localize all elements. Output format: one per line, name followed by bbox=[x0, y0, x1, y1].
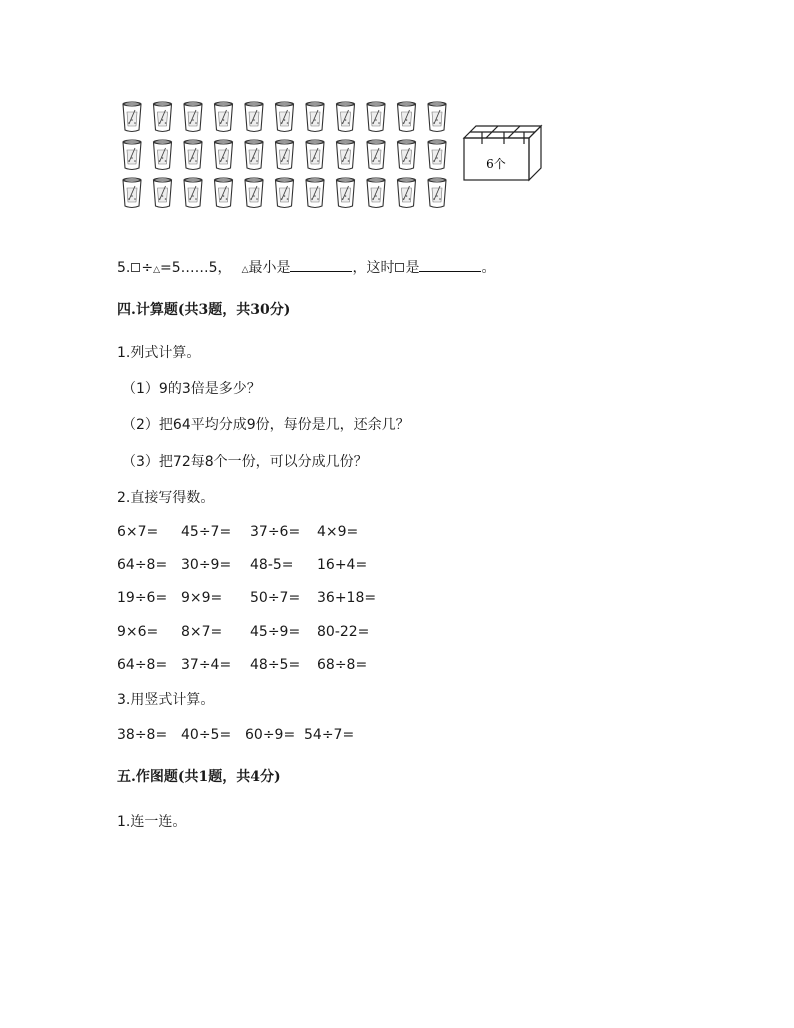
q2-expression: 6×7= bbox=[117, 524, 159, 540]
q3-title: 3.用竖式计算。 bbox=[117, 692, 215, 708]
cup-icon bbox=[123, 102, 141, 132]
box-label: 6个 bbox=[486, 157, 506, 171]
cup-icon bbox=[184, 178, 202, 208]
triangle-icon: △ bbox=[241, 265, 249, 275]
q1-item-3: （3）把72每8个一份，可以分成几份？ bbox=[122, 454, 368, 470]
square-icon bbox=[131, 263, 140, 272]
q2-expression: 48÷5= bbox=[250, 657, 301, 673]
q1-item-2: （2）把64平均分成9份，每份是几，还余几？ bbox=[122, 417, 410, 433]
q3-item: 54÷7= bbox=[304, 727, 355, 743]
cup-icon bbox=[428, 102, 446, 132]
answer-blank-1[interactable] bbox=[290, 259, 352, 272]
cup-icon bbox=[154, 102, 172, 132]
cup-icon bbox=[306, 102, 324, 132]
q2-expression: 68÷8= bbox=[317, 657, 368, 673]
section-4-title: 四.计算题(共3题，共30分) bbox=[117, 302, 291, 318]
q2-expression: 19÷6= bbox=[117, 590, 168, 606]
cup-icon bbox=[215, 102, 233, 132]
q3-item: 40÷5= bbox=[181, 727, 232, 743]
triangle-icon: △ bbox=[153, 265, 161, 275]
cup-icon bbox=[245, 140, 263, 170]
q2-expression: 36+18= bbox=[317, 590, 377, 606]
q2-expression: 64÷8= bbox=[117, 557, 168, 573]
q2-expression: 80-22= bbox=[317, 624, 370, 640]
cup-icon bbox=[245, 178, 263, 208]
cup-icon bbox=[154, 140, 172, 170]
cup-icon bbox=[428, 140, 446, 170]
q3-item: 60÷9= bbox=[245, 727, 296, 743]
cup-icon bbox=[123, 178, 141, 208]
cup-icon bbox=[215, 140, 233, 170]
q2-expression: 45÷7= bbox=[181, 524, 232, 540]
q2-expression: 8×7= bbox=[181, 624, 223, 640]
q2-expression: 9×9= bbox=[181, 590, 223, 606]
q3-item: 38÷8= bbox=[117, 727, 168, 743]
q2-expression: 37÷6= bbox=[250, 524, 301, 540]
q2-expression: 9×6= bbox=[117, 624, 159, 640]
q2-title: 2.直接写得数。 bbox=[117, 490, 215, 506]
cup-icon bbox=[276, 102, 294, 132]
cup-icon bbox=[428, 178, 446, 208]
answer-blank-2[interactable] bbox=[419, 259, 481, 272]
q2-expression: 37÷4= bbox=[181, 657, 232, 673]
cup-icon bbox=[245, 102, 263, 132]
cup-icon bbox=[337, 140, 355, 170]
q1-title: 1.列式计算。 bbox=[117, 345, 201, 361]
question-5: 5. ÷△=5……5， △最小是 ，这时 是 。 bbox=[117, 260, 496, 276]
cup-icon bbox=[276, 140, 294, 170]
cup-icon bbox=[398, 178, 416, 208]
q1-item-1: （1）9的3倍是多少？ bbox=[122, 381, 261, 397]
square-icon bbox=[395, 263, 404, 272]
cup-icon bbox=[367, 102, 385, 132]
cup-icon bbox=[306, 140, 324, 170]
q2-expression: 50÷7= bbox=[250, 590, 301, 606]
cup-icon bbox=[337, 178, 355, 208]
cup-icon bbox=[398, 102, 416, 132]
cup-icon bbox=[306, 178, 324, 208]
cup-icon bbox=[123, 140, 141, 170]
cup-icon bbox=[184, 102, 202, 132]
cup-icon bbox=[398, 140, 416, 170]
cup-icon bbox=[276, 178, 294, 208]
q2-expression: 45÷9= bbox=[250, 624, 301, 640]
cup-icon bbox=[367, 140, 385, 170]
cup-icon bbox=[215, 178, 233, 208]
cup-icon bbox=[337, 102, 355, 132]
cup-icon bbox=[184, 140, 202, 170]
q2-expression: 64÷8= bbox=[117, 657, 168, 673]
q2-expression: 48-5= bbox=[250, 557, 294, 573]
cup-icon bbox=[367, 178, 385, 208]
s5-q1-title: 1.连一连。 bbox=[117, 814, 187, 830]
cup-icon bbox=[154, 178, 172, 208]
six-compartment-box bbox=[464, 126, 541, 180]
q2-expression: 4×9= bbox=[317, 524, 359, 540]
q2-expression: 30÷9= bbox=[181, 557, 232, 573]
section-5-title: 五.作图题(共1题，共4分) bbox=[117, 769, 281, 785]
q2-expression: 16+4= bbox=[317, 557, 368, 573]
cups-and-box-illustration bbox=[120, 96, 550, 214]
